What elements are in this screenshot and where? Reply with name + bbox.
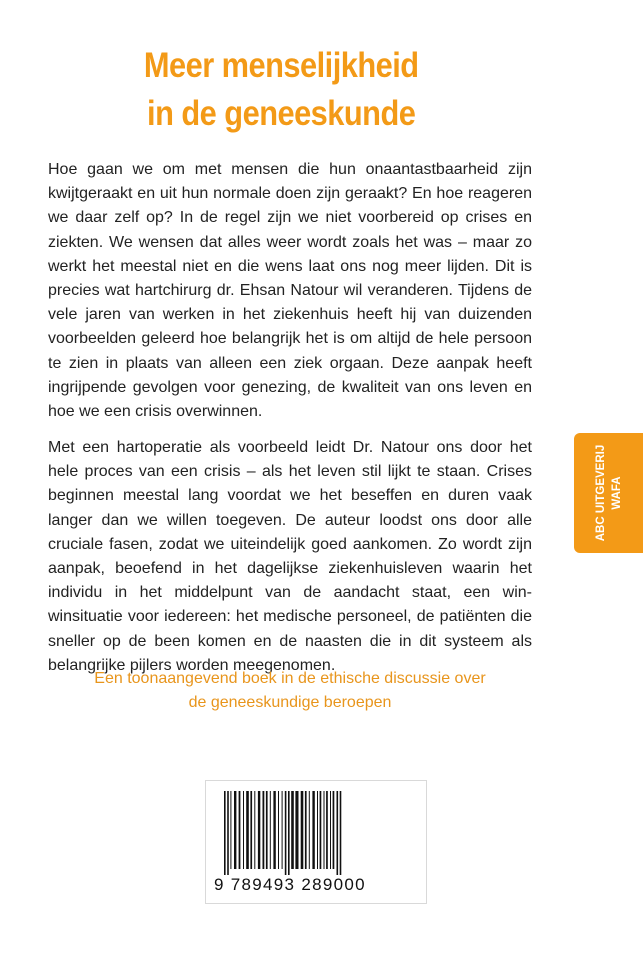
barcode-bar: [239, 791, 241, 869]
isbn-barcode: [205, 780, 427, 904]
barcode-bar: [324, 791, 325, 869]
publisher-tab: [574, 433, 643, 553]
barcode-bar: [224, 791, 226, 875]
publisher-name-line-1: ABC UITGEVERIJ: [594, 444, 607, 542]
barcode-bar: [340, 791, 342, 875]
book-title: [35, 42, 528, 138]
barcode-bar: [317, 791, 318, 869]
isbn-number: 9 789493 289000: [214, 875, 366, 894]
barcode-bar: [234, 791, 236, 869]
barcode-bar: [227, 791, 229, 875]
barcode-bar: [288, 791, 290, 875]
barcode-bar: [250, 791, 252, 869]
barcode-bar: [337, 791, 339, 875]
barcode-bar: [309, 791, 310, 869]
barcode-bar: [291, 791, 294, 869]
barcode-bar: [333, 791, 335, 869]
publisher-name: [593, 445, 625, 542]
book-title-line-1: Meer menselijkheid: [143, 46, 419, 85]
barcode-bar: [270, 791, 271, 869]
barcode-bar: [305, 791, 307, 869]
barcode-bars: [222, 791, 410, 875]
barcode-bar: [246, 791, 249, 869]
tagline-line-2: de geneeskundige beroepen: [188, 694, 392, 711]
barcode-bar: [312, 791, 314, 869]
barcode-bar: [295, 791, 298, 869]
tagline-line-1: Een toonaangevend boek in de ethische discussie over: [94, 670, 486, 687]
barcode-bar: [330, 791, 331, 869]
blurb-paragraph-2: Met een hartoperatie als voorbeeld leidt Dr. Natour ons door het hele proces van een crisis – als het leven stil lijkt te staan. Crises beginnen meestal lang voordat we het beseffen en duren vaak langer dan we willen toegeven. De auteur loodst ons door alle cruciale fasen, zodat we uiteindelijk goed aankomen. Zo wordt zijn aanpak, beoefend in het dagelijkse ziekenhuisleven waarin het individu in het middelpunt van de aandacht staat, een win-winsituatie voor iedereen: het medische personeel, de patiënten die sneller op de been komen en de naasten die in dit systeem als belangrijke pijlers worden meegenomen.: [48, 439, 532, 674]
blurb-paragraph-1: Hoe gaan we om met mensen die hun onaantastbaarheid zijn kwijtgeraakt en uit hun normale doen zijn geraakt? En hoe reageren we daar zelf op? In de regel zijn we niet voorbereid op crises en ziekten. We wensen dat alles weer wordt zoals het was – maar zo werkt het meestal niet en die wens laat ons nog meer lijden. Dit is precies wat hartchirurg dr. Ehsan Natour wil veranderen. Tijdens de vele jaren van werken in het ziekenhuis heeft hij van duizenden voorbeelden geleerd hoe belangrijk het is om altijd de hele persoon te zien in plaats van alleen een ziek orgaan. Deze aanpak heeft ingrijpende gevolgen voor genezing, de kwaliteit van ons leven en hoe we een crisis overwinnen.: [48, 161, 532, 421]
barcode-bar: [243, 791, 244, 869]
barcode-bar: [301, 791, 304, 869]
book-title-line-2: in de geneeskunde: [147, 94, 416, 133]
barcode-bar: [230, 791, 231, 869]
barcode-bar: [278, 791, 279, 869]
barcode-bar: [282, 791, 283, 869]
barcode-bar: [285, 791, 287, 875]
barcode-bar: [326, 791, 328, 869]
tagline: [48, 667, 532, 715]
barcode-bar: [266, 791, 268, 869]
barcode-bar: [263, 791, 265, 869]
barcode-bar: [320, 791, 322, 869]
publisher-name-line-2: WAFA: [610, 476, 623, 510]
barcode-bar: [258, 791, 260, 869]
barcode-bar: [273, 791, 275, 869]
barcode-bar: [254, 791, 255, 869]
